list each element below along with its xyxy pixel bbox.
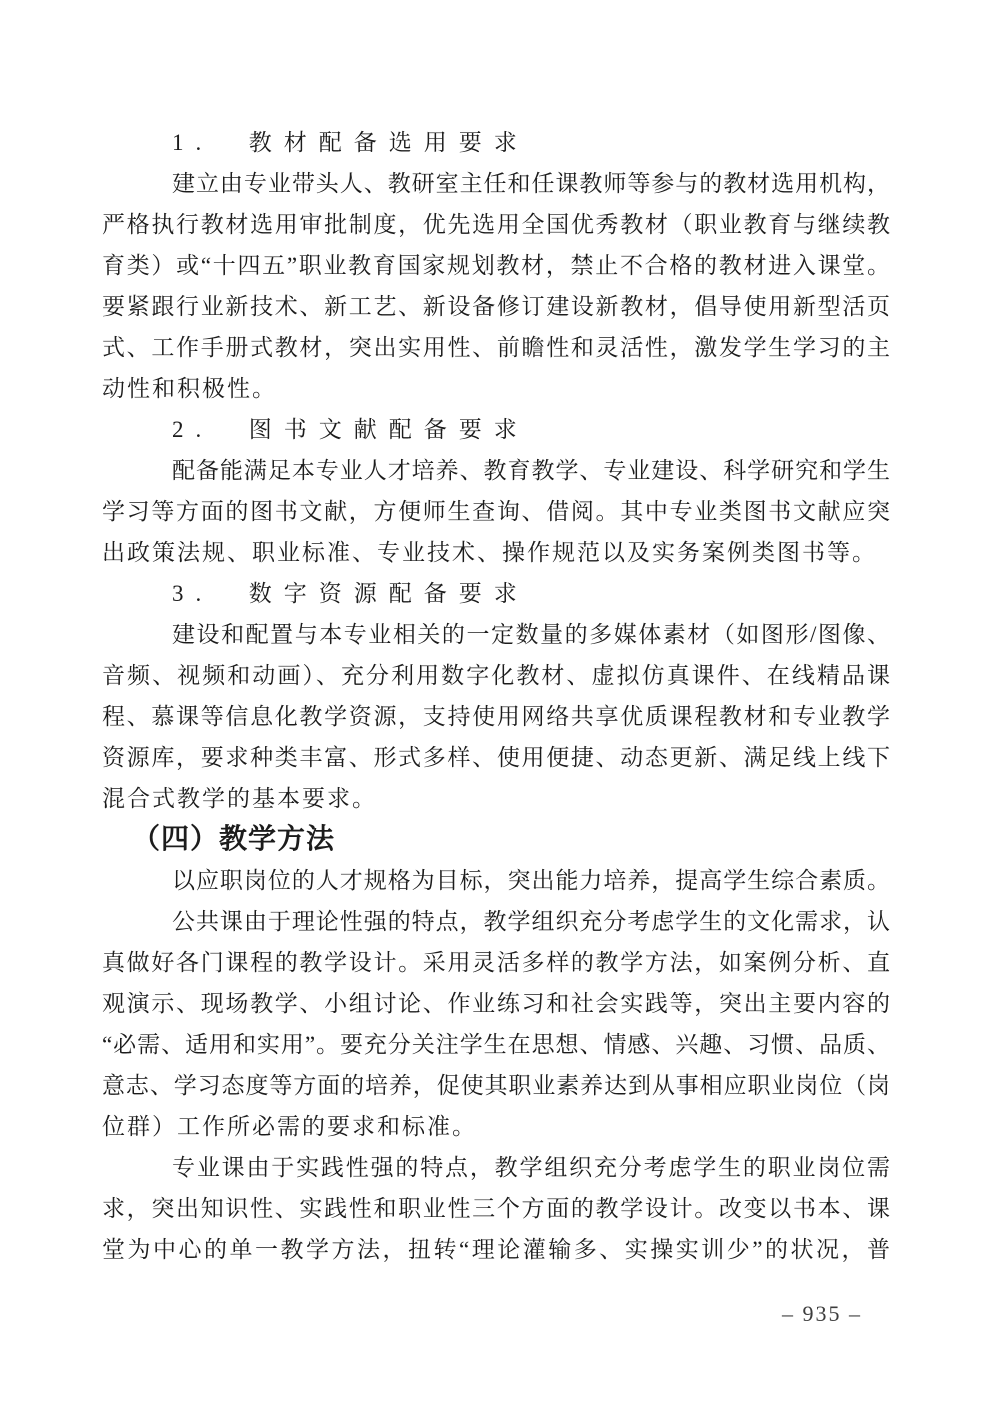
text-line: 位群）工作所必需的要求和标准。 <box>102 1114 477 1139</box>
text-line: 式、工作手册式教材，突出实用性、前瞻性和灵活性，激发学生学习的主 <box>102 335 890 360</box>
section-heading-library: 2. 图书文献配备要求 <box>172 417 529 442</box>
text-line: 求，突出知识性、实践性和职业性三个方面的教学设计。改变以书本、课 <box>102 1196 890 1221</box>
text-line: 音频、视频和动画）、充分利用数字化教材、虚拟仿真课件、在线精品课 <box>102 663 890 688</box>
text-line: 建设和配置与本专业相关的一定数量的多媒体素材（如图形/图像、 <box>172 622 890 647</box>
text-line: 学习等方面的图书文献，方便师生查询、借阅。其中专业类图书文献应突 <box>102 499 890 524</box>
text-line: “必需、适用和实用”。要充分关注学生在思想、情感、兴趣、习惯、品质、 <box>102 1032 890 1057</box>
text-line: 育类）或“十四五”职业教育国家规划教材，禁止不合格的教材进入课堂。 <box>102 253 890 278</box>
section-heading-digital-resources: 3. 数字资源配备要求 <box>172 581 529 606</box>
text-line: 真做好各门课程的教学设计。采用灵活多样的教学方法，如案例分析、直 <box>102 950 890 975</box>
page-number: – 935 – <box>782 1301 862 1326</box>
text-line: 动性和积极性。 <box>102 376 277 401</box>
text-line: 观演示、现场教学、小组讨论、作业练习和社会实践等，突出主要内容的 <box>102 991 890 1016</box>
text-line: 混合式教学的基本要求。 <box>102 786 377 811</box>
text-line: 出政策法规、职业标准、专业技术、操作规范以及实务案例类图书等。 <box>102 540 877 565</box>
text-line: 要紧跟行业新技术、新工艺、新设备修订建设新教材，倡导使用新型活页 <box>102 294 890 319</box>
text-line: 堂为中心的单一教学方法，扭转“理论灌输多、实操实训少”的状况，普 <box>102 1237 890 1262</box>
text-line: 公共课由于理论性强的特点，教学组织充分考虑学生的文化需求，认 <box>172 909 890 934</box>
text-line: 资源库，要求种类丰富、形式多样、使用便捷、动态更新、满足线上线下 <box>102 745 890 770</box>
text-line: 意志、学习态度等方面的培养，促使其职业素养达到从事相应职业岗位（岗 <box>102 1073 890 1098</box>
text-line: 严格执行教材选用审批制度，优先选用全国优秀教材（职业教育与继续教 <box>102 212 890 237</box>
text-line: 配备能满足本专业人才培养、教育教学、专业建设、科学研究和学生 <box>172 458 890 483</box>
text-line: 以应职岗位的人才规格为目标，突出能力培养，提高学生综合素质。 <box>172 868 890 893</box>
text-line: 程、慕课等信息化教学资源，支持使用网络共享优质课程教材和专业教学 <box>102 704 890 729</box>
text-line: 建立由专业带头人、教研室主任和任课教师等参与的教材选用机构， <box>172 171 890 196</box>
section-heading-textbooks: 1. 教材配备选用要求 <box>172 130 529 155</box>
body-text <box>102 122 890 1270</box>
subsection-heading-teaching-methods: （四）教学方法 <box>132 824 336 855</box>
text-line: 专业课由于实践性强的特点，教学组织充分考虑学生的职业岗位需 <box>172 1155 890 1180</box>
